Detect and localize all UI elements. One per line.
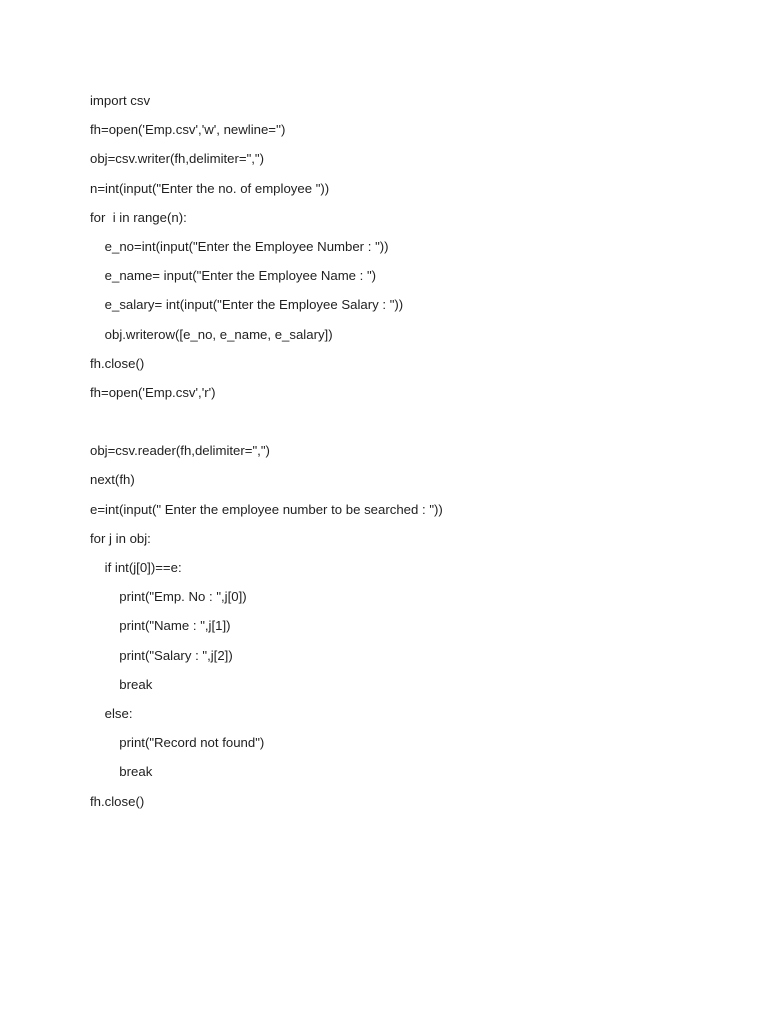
- code-line: print("Name : ",j[1]): [90, 618, 231, 634]
- code-line: break: [90, 764, 153, 780]
- code-line: e_salary= int(input("Enter the Employee Salary : ")): [90, 297, 404, 313]
- code-line: obj=csv.writer(fh,delimiter=","): [90, 151, 265, 167]
- code-line: fh=open('Emp.csv','r'): [90, 384, 216, 400]
- code-line: obj.writerow([e_no, e_name, e_salary]): [90, 326, 333, 342]
- code-line: fh.close(): [90, 355, 145, 371]
- code-line: e_no=int(input("Enter the Employee Number : ")): [90, 238, 389, 254]
- code-line: import csv: [90, 93, 151, 108]
- code-line: else:: [90, 705, 133, 721]
- code-line: break: [90, 676, 153, 692]
- code-line: print("Record not found"): [90, 735, 265, 751]
- code-line: next(fh): [90, 472, 135, 488]
- code-listing: [90, 92, 730, 822]
- code-line: e=int(input(" Enter the employee number to be searched : ")): [90, 501, 443, 517]
- code-line: fh.close(): [90, 793, 145, 809]
- code-line: print("Salary : ",j[2]): [90, 647, 233, 663]
- code-line: for j in obj:: [90, 530, 151, 546]
- code-line: print("Emp. No : ",j[0]): [90, 589, 247, 605]
- code-line: if int(j[0])==e:: [90, 560, 182, 575]
- code-line: obj=csv.reader(fh,delimiter=","): [90, 443, 270, 459]
- code-line: e_name= input("Enter the Employee Name : "): [90, 268, 377, 284]
- code-line: for i in range(n):: [90, 209, 187, 225]
- code-line: n=int(input("Enter the no. of employee ")): [90, 180, 330, 196]
- code-line: fh=open('Emp.csv','w', newline=''): [90, 122, 286, 138]
- blank-line: [90, 413, 730, 442]
